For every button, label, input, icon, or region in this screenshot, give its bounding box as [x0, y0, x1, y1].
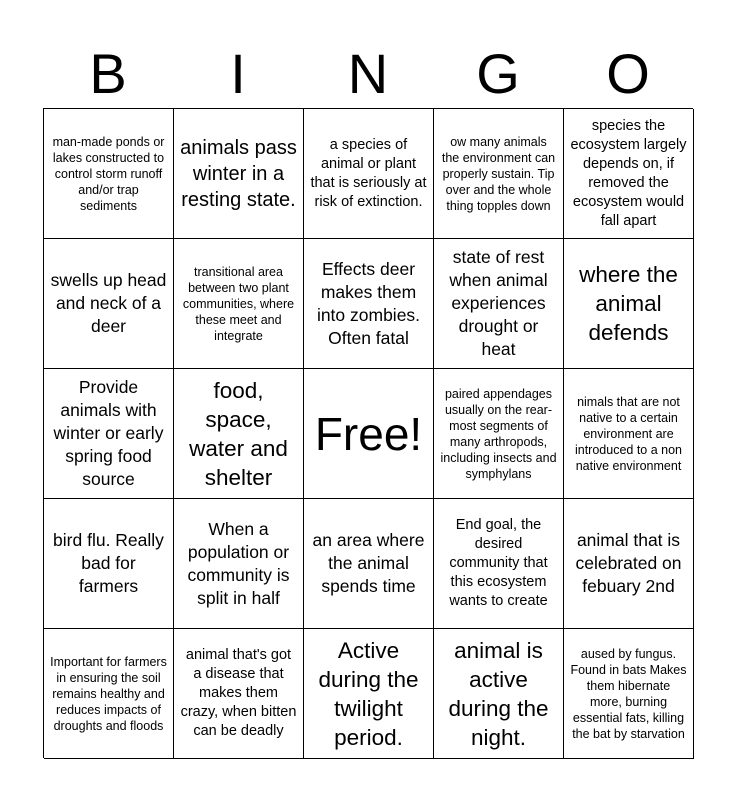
bingo-cell[interactable]: animal that is celebrated on febuary 2nd [564, 499, 694, 629]
bingo-cell[interactable]: nimals that are not native to a certain environment are introduced to a non native environment [564, 369, 694, 499]
bingo-cell[interactable]: where the animal defends [564, 239, 694, 369]
bingo-cell[interactable]: aused by fungus. Found in bats Makes them hibernate more, burning essential fats, killing the bat by starvation [564, 629, 694, 759]
header-letter-g: G [476, 42, 520, 105]
header-letter-o: O [606, 42, 650, 105]
bingo-cell[interactable]: a species of animal or plant that is seriously at risk of extinction. [304, 109, 434, 239]
bingo-cell[interactable]: Important for farmers in ensuring the soil remains healthy and reduces impacts of droughts and floods [44, 629, 174, 759]
bingo-cell[interactable]: food, space, water and shelter [174, 369, 304, 499]
bingo-header [43, 40, 693, 108]
bingo-cell[interactable]: Active during the twilight period. [304, 629, 434, 759]
header-letter-i: I [230, 42, 246, 105]
bingo-cell[interactable]: man-made ponds or lakes constructed to control storm runoff and/or trap sediments [44, 109, 174, 239]
header-letter-n: N [347, 42, 389, 105]
bingo-cell[interactable]: Provide animals with winter or early spring food source [44, 369, 174, 499]
bingo-cell[interactable]: paired appendages usually on the rear-most segments of many arthropods, including insects and symphylans [434, 369, 564, 499]
bingo-cell[interactable]: ow many animals the environment can properly sustain. Tip over and the whole thing topples down [434, 109, 564, 239]
bingo-cell[interactable]: an area where the animal spends time [304, 499, 434, 629]
bingo-cell[interactable]: transitional area between two plant communities, where these meet and integrate [174, 239, 304, 369]
bingo-cell[interactable]: bird flu. Really bad for farmers [44, 499, 174, 629]
header-letter-b: B [89, 42, 127, 105]
bingo-cell[interactable]: animal is active during the night. [434, 629, 564, 759]
free-space[interactable]: Free! [304, 369, 434, 499]
bingo-cell[interactable]: Effects deer makes them into zombies. Often fatal [304, 239, 434, 369]
bingo-cell[interactable]: state of rest when animal experiences drought or heat [434, 239, 564, 369]
bingo-cell[interactable]: species the ecosystem largely depends on, if removed the ecosystem would fall apart [564, 109, 694, 239]
bingo-cell[interactable]: When a population or community is split in half [174, 499, 304, 629]
bingo-cell[interactable]: swells up head and neck of a deer [44, 239, 174, 369]
bingo-cell[interactable]: animal that's got a disease that makes them crazy, when bitten can be deadly [174, 629, 304, 759]
bingo-grid [43, 108, 693, 758]
bingo-cell[interactable]: animals pass winter in a resting state. [174, 109, 304, 239]
bingo-cell[interactable]: End goal, the desired community that this ecosystem wants to create [434, 499, 564, 629]
